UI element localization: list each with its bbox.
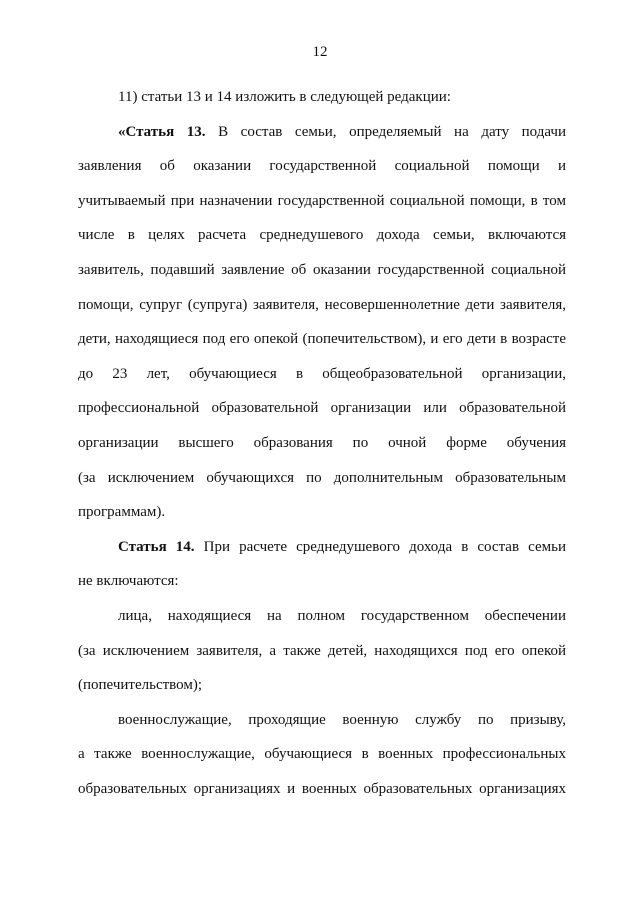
article-13-line-text: В состав семьи, определяемый на дату подачи xyxy=(205,123,566,140)
article-13-heading: «Статья 13. xyxy=(118,123,206,140)
article-13-line: заявитель, подавший заявление об оказании государственной социальной xyxy=(78,261,566,278)
article-14-line xyxy=(78,530,566,565)
amendment-item xyxy=(78,80,566,115)
article-14-line: не включаются: xyxy=(78,573,179,590)
article-14-line-text: При расчете среднедушевого дохода в состав семьи xyxy=(194,538,566,555)
article-13-line: помощи, супруг (супруга) заявителя, несовершеннолетние дети заявителя, xyxy=(78,296,566,313)
amendment-item-text: 11) статьи 13 и 14 изложить в следующей редакции: xyxy=(118,89,451,105)
article-13-line: дети, находящиеся под его опекой (попечительством), и его дети в возрасте xyxy=(78,331,566,348)
article-13-line: профессиональной образовательной организации или образовательной xyxy=(78,400,566,417)
article-14-heading: Статья 14. xyxy=(118,538,195,555)
article-13 xyxy=(78,115,566,530)
page-number: 12 xyxy=(312,44,328,60)
clause-line: образовательных организациях и военных образовательных организациях xyxy=(78,780,566,797)
clause-line: (за исключением заявителя, а также детей, находящихся под его опекой xyxy=(78,642,566,659)
article-13-line xyxy=(78,115,566,150)
clause-servicemen xyxy=(78,703,566,807)
article-13-line: учитываемый при назначении государственной социальной помощи, в том xyxy=(78,192,566,209)
article-14 xyxy=(78,530,566,599)
article-13-line: до 23 лет, обучающиеся в общеобразовательной организации, xyxy=(78,365,566,382)
clause-line: а также военнослужащие, обучающиеся в военных профессиональных xyxy=(78,746,566,763)
document-body xyxy=(78,80,566,806)
clause-line: (попечительством); xyxy=(78,677,203,694)
clause-persons xyxy=(78,599,566,703)
article-13-line: организации высшего образования по очной форме обучения xyxy=(78,434,566,451)
clause-line: военнослужащие, проходящие военную службу по призыву, xyxy=(118,711,566,728)
article-13-line: (за исключением обучающихся по дополнительным образовательным xyxy=(78,469,566,486)
article-13-line: заявления об оказании государственной социальной помощи и xyxy=(78,158,566,175)
article-13-line: числе в целях расчета среднедушевого дохода семьи, включаются xyxy=(78,227,566,244)
clause-line: лица, находящиеся на полном государственном обеспечении xyxy=(118,607,566,624)
article-13-line: программам). xyxy=(78,504,166,521)
